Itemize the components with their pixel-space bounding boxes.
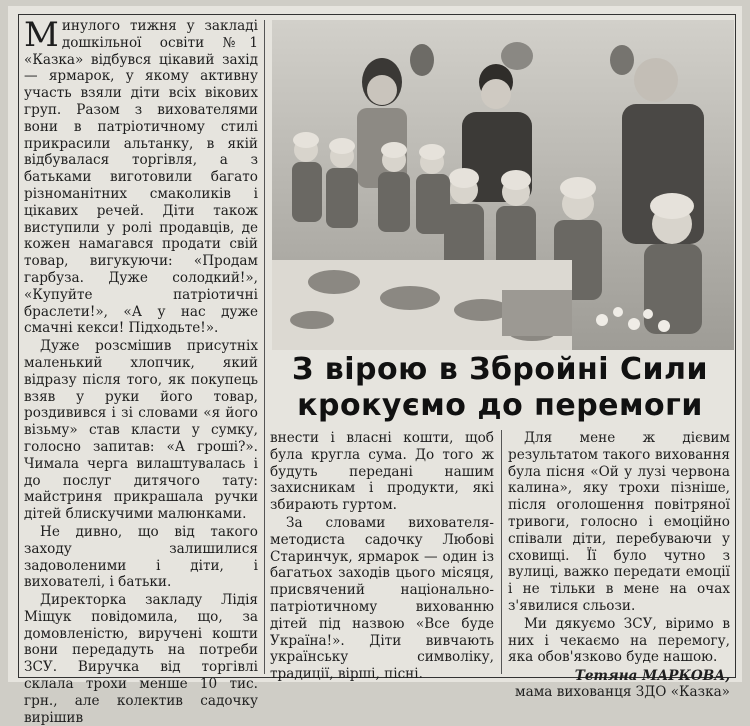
headline-line-2: крокуємо до перемоги <box>297 388 703 423</box>
column-rule-right <box>501 430 502 674</box>
author-signature <box>508 668 730 700</box>
paragraph-2: Дуже розсмішив присутніх маленький хлопчик, який відразу після того, як покупець взяв у руки його товар, роздивився і зі словами «я його візьму» став класти у сумку, голосно запитав: «А гроші?». Чимала черга вилаштувалась і до послуг дитячого тату: майстриня прикрашала ручки дітей блискучими малюнками. <box>24 338 258 523</box>
article-column-2 <box>270 430 494 683</box>
author-name: Тетяна МАРКОВА, <box>574 668 730 685</box>
paragraph-8: Ми дякуємо ЗСУ, віримо в них і чекаємо на перемогу, яка обов'язково буде нашою. <box>508 615 730 666</box>
article-column-3 <box>508 430 730 700</box>
author-role: мама вихованця ЗДО «Казка» <box>515 684 730 701</box>
drop-cap: М <box>24 15 59 55</box>
article-column-1 <box>24 15 258 726</box>
newspaper-page <box>8 6 742 726</box>
lead-text: инулого тижня у закладі дошкільної освіти №1 «Казка» відбувся цікавий захід — ярмарок, у якому активну участь взяли діти всіх вікових груп. Разом з вихователями вони в патріотичному стилі прикрасили альтанку, в якій відбувалася торгівля, а з батьками виготовили багато різноманітних смаколиків і цікавих речей. Діти також виступили у ролі продавців, де кожен намагався продати свій товар, вигукуючи: «Продам гарбуза. Дуже солодкий!», «Купуйте патріотичні браслети!», «А у нас дуже смачні кекси! Підходьте!». <box>24 18 258 337</box>
paragraph-6: За словами вихователя-методиста садочку Любові Старинчук, ярмарок — один із багатьох заходів цього місяця, присвячений національно-патріотичному вихованню дітей під назвою «Все буде Україна!». Діти вивчають українську символіку, традиції, вірші, пісні. <box>270 514 494 683</box>
headline-line-1: З вірою в Збройні Сили <box>292 352 708 387</box>
paragraph-7: Для мене ж дієвим результатом такого виховання була пісня «Ой у лузі червона калина», яку трохи пізніше, після оголошення повітряної тривоги, голосно і емоційно співали діти, перебуваючи у сховищі. Її було чутно з вулиці, важко передати емоції і не тільки в мене на очах з'явилися сльози. <box>508 430 730 614</box>
column-rule-left <box>264 20 265 674</box>
article-headline <box>270 352 730 424</box>
paragraph-3: Не дивно, що від такого заходу залишилися задоволеними і діти, і вихователі, і батьки. <box>24 523 258 591</box>
article-photo <box>272 20 734 350</box>
lead-paragraph <box>24 15 258 337</box>
paragraph-5: внести і власні кошти, щоб була кругла сума. До того ж будуть передані нашим захисникам і продукти, які збирають гуртом. <box>270 430 494 514</box>
paragraph-4: Директорка закладу Лідія Міщук повідомила, що, за домовленістю, виручені кошти вони передадуть на потреби ЗСУ. Виручка від торгівлі склала трохи менше 10 тис. грн., але колектив садочку вирішив <box>24 592 258 726</box>
photo-illustration <box>272 20 734 350</box>
